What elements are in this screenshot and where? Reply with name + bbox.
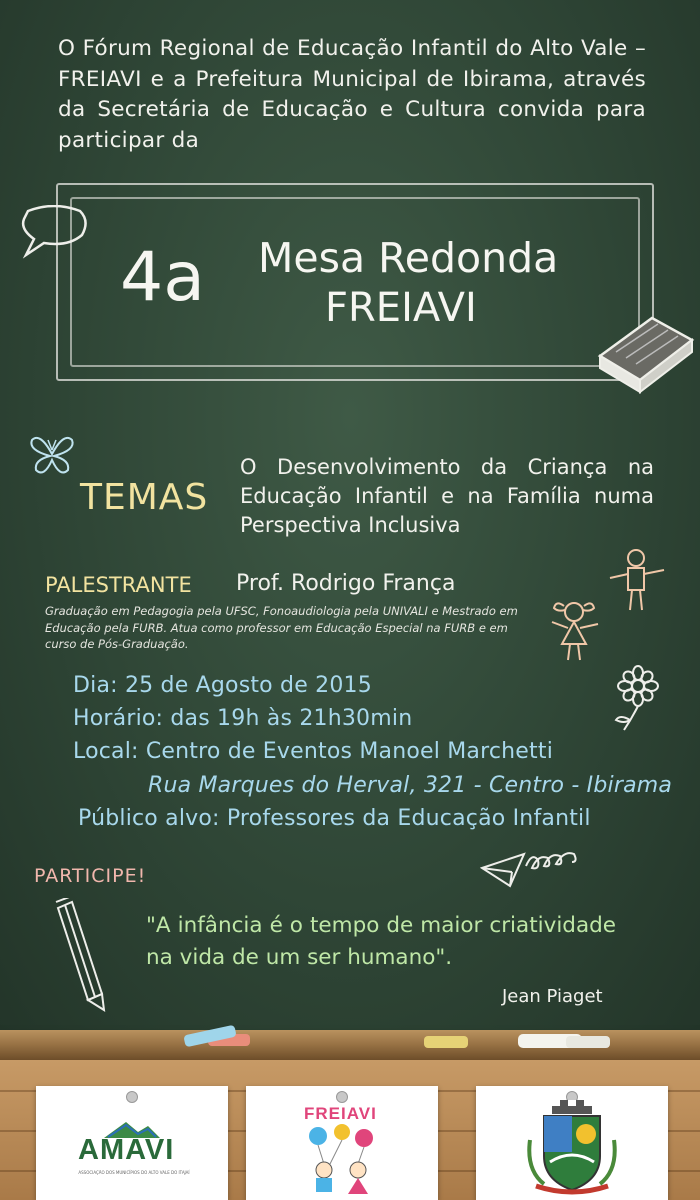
speech-bubble-icon — [18, 205, 90, 263]
pin-icon — [336, 1091, 348, 1103]
event-number: 4a — [120, 238, 205, 317]
quote-author: Jean Piaget — [502, 986, 603, 1007]
quote-text: "A infância é o tempo de maior criatividade na vida de um ser humano". — [146, 913, 616, 970]
freiavi-logo-card — [246, 1086, 438, 1200]
flower-icon — [606, 664, 668, 732]
event-title-line1: Mesa Redonda — [258, 234, 559, 282]
intro-text: O Fórum Regional de Educação Infantil do Alto Vale – FREIAVI e a Prefeitura Municipal de Ibirama, através da Secretária de Educação e Cultura convida para participar da — [58, 36, 646, 153]
temas-label: TEMAS — [80, 477, 209, 518]
paper-plane-icon — [480, 846, 590, 892]
pin-icon — [126, 1091, 138, 1103]
stick-girl-icon — [546, 598, 606, 664]
palestrante-name: Prof. Rodrigo França — [236, 571, 456, 596]
temas-text: O Desenvolvimento da Criança na Educação Infantil e na Família numa Perspectiva Inclusiva — [240, 455, 654, 537]
ibirama-coat-of-arms-card — [476, 1086, 668, 1200]
participe-label: PARTICIPE! — [34, 865, 147, 887]
event-time: Horário: das 19h às 21h30min — [73, 706, 413, 731]
event-address: Rua Marques do Herval, 321 - Centro - Ibirama — [148, 773, 673, 798]
coat-of-arms-icon — [522, 1100, 622, 1196]
event-audience: Público alvo: Professores da Educação Infantil — [78, 806, 591, 831]
palestrante-bio: Graduação em Pedagogia pela UFSC, Fonoaudiologia pela UNIVALI e Mestrado em Educação pela FURB. Atua como professor em Educação Especial na FURB e em curso de Pós-Graduação. — [45, 604, 518, 651]
amavi-logo-text: AMAVI — [78, 1134, 175, 1166]
event-date: Dia: 25 de Agosto de 2015 — [73, 673, 372, 698]
book-icon — [596, 312, 696, 396]
event-location: Local: Centro de Eventos Manoel Marchetti — [73, 739, 554, 764]
stick-boy-icon — [606, 548, 668, 614]
pencil-icon — [54, 898, 114, 1014]
palestrante-label: PALESTRANTE — [45, 573, 192, 597]
amavi-logo-card — [36, 1086, 228, 1200]
butterfly-icon — [28, 432, 76, 478]
freiavi-logo-text: FREIAVI — [304, 1104, 377, 1123]
chalk-icon — [512, 1020, 622, 1054]
children-balloons-icon — [296, 1124, 388, 1196]
event-title-line2: FREIAVI — [325, 285, 477, 331]
amavi-logo-subtitle: ASSOCIAÇÃO DOS MUNICÍPIOS DO ALTO VALE DO ITAJAÍ — [78, 1170, 190, 1175]
chalk-icon — [176, 1020, 496, 1054]
